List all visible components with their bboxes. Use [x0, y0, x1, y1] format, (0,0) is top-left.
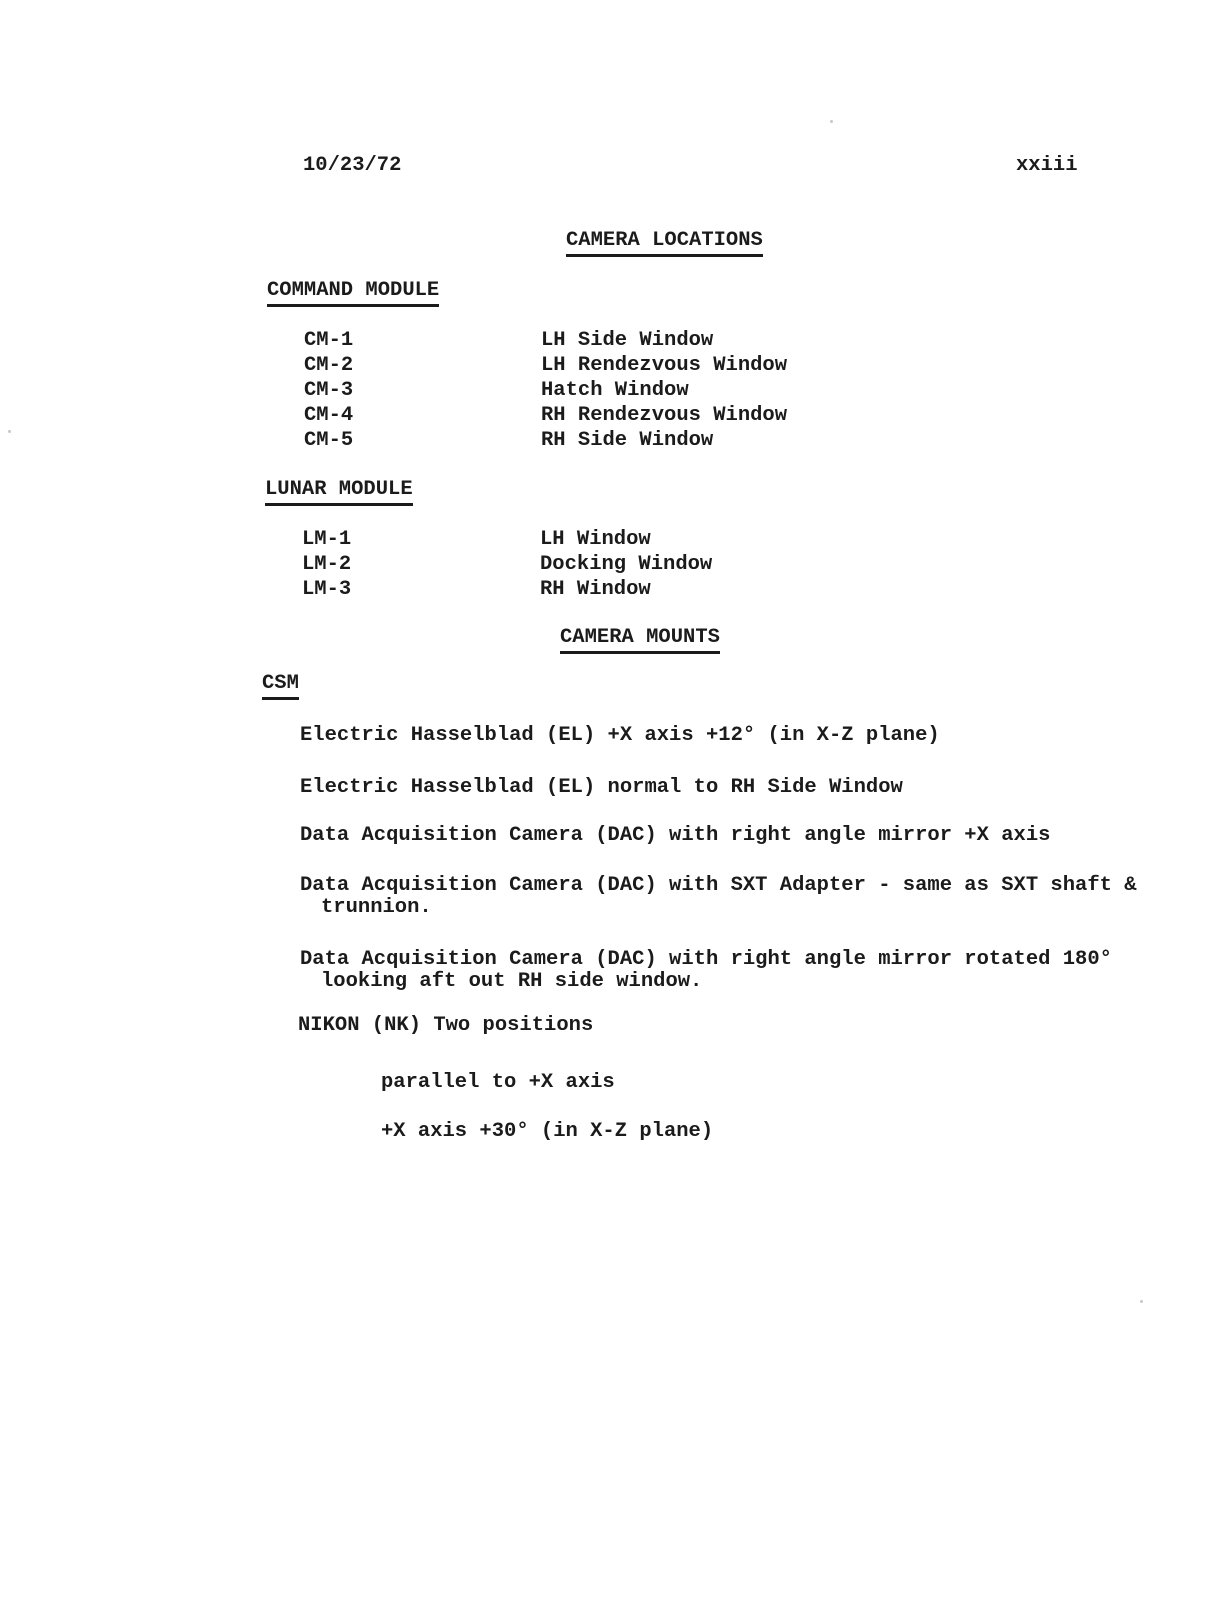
mount-item: Electric Hasselblad (EL) normal to RH Side Window — [300, 776, 903, 799]
csm-heading-wrap — [262, 674, 299, 700]
camera-mounts-title: CAMERA MOUNTS — [560, 628, 720, 654]
camera-location-desc: LH Side Window — [541, 329, 714, 352]
mount-item-continuation: looking aft out RH side window. — [321, 970, 703, 993]
mount-item: Data Acquisition Camera (DAC) with right angle mirror rotated 180° — [300, 948, 1112, 971]
page-number: xxiii — [1016, 154, 1078, 177]
camera-location-code: CM-3 — [304, 379, 354, 402]
camera-location-code: LM-3 — [302, 578, 352, 601]
scan-speck — [830, 120, 833, 123]
lunar-module-heading: LUNAR MODULE — [265, 480, 413, 506]
mount-item: Electric Hasselblad (EL) +X axis +12° (in X-Z plane) — [300, 724, 940, 747]
camera-location-code: LM-1 — [302, 528, 352, 551]
camera-location-code: CM-5 — [304, 429, 354, 452]
command-module-heading: COMMAND MODULE — [267, 281, 439, 307]
camera-mounts-title-wrap — [560, 628, 720, 654]
mount-item: Data Acquisition Camera (DAC) with right angle mirror +X axis — [300, 824, 1051, 847]
camera-location-desc: RH Rendezvous Window — [541, 404, 788, 427]
camera-location-desc: Hatch Window — [541, 379, 689, 402]
mount-item: Data Acquisition Camera (DAC) with SXT Adapter - same as SXT shaft & — [300, 874, 1137, 897]
camera-location-desc: LH Rendezvous Window — [541, 354, 788, 377]
camera-location-code: CM-4 — [304, 404, 354, 427]
camera-location-code: LM-2 — [302, 553, 352, 576]
camera-location-desc: RH Side Window — [541, 429, 714, 452]
nikon-label: NIKON (NK) Two positions — [298, 1014, 594, 1037]
camera-location-desc: Docking Window — [540, 553, 713, 576]
scan-speck — [1140, 1300, 1143, 1303]
nikon-position: +X axis +30° (in X-Z plane) — [381, 1120, 714, 1143]
camera-location-desc: RH Window — [540, 578, 651, 601]
camera-locations-title-wrap — [566, 231, 763, 257]
lunar-module-heading-wrap — [265, 480, 413, 506]
camera-location-desc: LH Window — [540, 528, 651, 551]
camera-locations-title: CAMERA LOCATIONS — [566, 231, 763, 257]
csm-heading: CSM — [262, 674, 299, 700]
scan-speck — [8, 430, 11, 433]
page-date: 10/23/72 — [303, 154, 402, 177]
mount-item-continuation: trunnion. — [321, 896, 432, 919]
nikon-position: parallel to +X axis — [381, 1071, 615, 1094]
camera-location-code: CM-2 — [304, 354, 354, 377]
camera-location-code: CM-1 — [304, 329, 354, 352]
command-module-heading-wrap — [267, 281, 439, 307]
